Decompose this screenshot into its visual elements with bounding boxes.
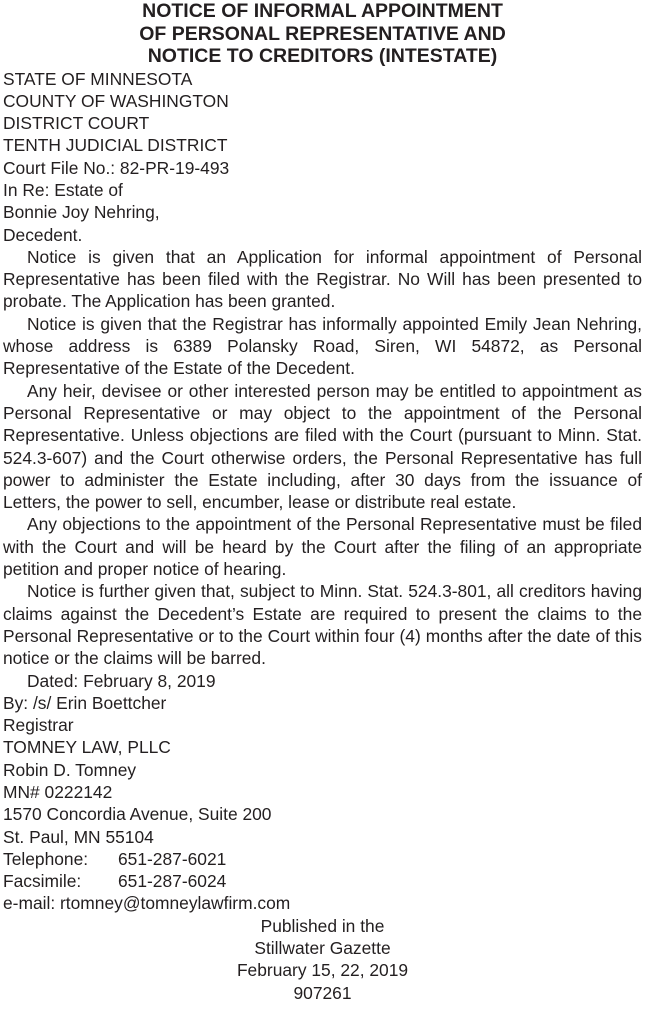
facsimile-number: 651-287-6024: [118, 871, 227, 892]
paragraph-creditors: Notice is further given that, subject to Minn. Stat. 524.3-801, all creditors having claims against the Decedent’s Estate are required to present the claims to the Personal Representative or to the Court within four (4) months after the date of this notice or the claims will be barred.: [3, 581, 642, 669]
title-line-2: OF PERSONAL REPRESENTATIVE AND: [139, 22, 506, 45]
published-in: Published in the: [260, 915, 385, 936]
dated-line: Dated: February 8, 2019: [27, 670, 216, 691]
paragraph-appointment: Notice is given that the Registrar has informally appointed Emily Jean Nehring, whose address is 6389 Polansky Road, Siren, WI 54872, as Personal Representative of the Estate of the Decedent.: [3, 313, 642, 379]
telephone-line: [3, 848, 642, 870]
caption-court: DISTRICT COURT: [3, 113, 150, 134]
court-file-number: Court File No.: 82-PR-19-493: [3, 157, 230, 178]
law-firm: TOMNEY LAW, PLLC: [3, 737, 171, 758]
title-line-1: NOTICE OF INFORMAL APPOINTMENT: [142, 0, 503, 22]
paragraph-objection-filing: Any objections to the appointment of the Personal Representative must be filed with the Court and will be heard by the Court after the filing of an appropriate petition and proper notice of hearing.: [3, 514, 642, 580]
caption-county: COUNTY OF WASHINGTON: [3, 90, 229, 111]
attorney-block: [3, 736, 642, 914]
notice-title: [3, 0, 642, 68]
facsimile-line: [3, 870, 642, 892]
publication-name: Stillwater Gazette: [254, 938, 391, 959]
email-line: e-mail: rtomney@tomneylawfirm.com: [3, 893, 291, 914]
telephone-label: Telephone:: [3, 848, 89, 869]
facsimile-label: Facsimile:: [3, 871, 82, 892]
signature-block: [3, 670, 642, 737]
publication-block: [3, 915, 642, 1004]
address-line-1: 1570 Concordia Avenue, Suite 200: [3, 804, 272, 825]
publication-dates: February 15, 22, 2019: [236, 960, 409, 981]
signer-role: Registrar: [3, 715, 74, 736]
address-line-2: St. Paul, MN 55104: [3, 826, 154, 847]
signed-by: By: /s/ Erin Boettcher: [3, 692, 167, 713]
case-caption: [3, 68, 642, 246]
telephone-number: 651-287-6021: [118, 848, 227, 869]
paragraph-application: Notice is given that an Application for informal appointment of Personal Representative has been filed with the Registrar. No Will has been presented to probate. The Application has been granted.: [3, 246, 642, 312]
title-line-3: NOTICE TO CREDITORS (INTESTATE): [147, 45, 498, 67]
notice-body: [3, 246, 642, 670]
attorney-name: Robin D. Tomney: [3, 759, 137, 780]
caption-district: TENTH JUDICIAL DISTRICT: [3, 135, 228, 156]
decedent-label: Decedent.: [3, 224, 83, 245]
decedent-name: Bonnie Joy Nehring,: [3, 202, 160, 223]
attorney-license: MN# 0222142: [3, 782, 113, 802]
in-re: In Re: Estate of: [3, 179, 123, 200]
publication-id: 907261: [293, 982, 352, 1003]
paragraph-objection-rights: Any heir, devisee or other interested person may be entitled to appointment as Personal Representative or may object to the appointment of the Personal Representative. Unless objections are filed with the Court (pursuant to Minn. Stat. 524.3-607) and the Court otherwise orders, the Personal Representative has full power to administer the Estate including, after 30 days from the issuance of Letters, the power to sell, encumber, lease or distribute real estate.: [3, 380, 642, 513]
caption-state: STATE OF MINNESOTA: [3, 68, 193, 89]
